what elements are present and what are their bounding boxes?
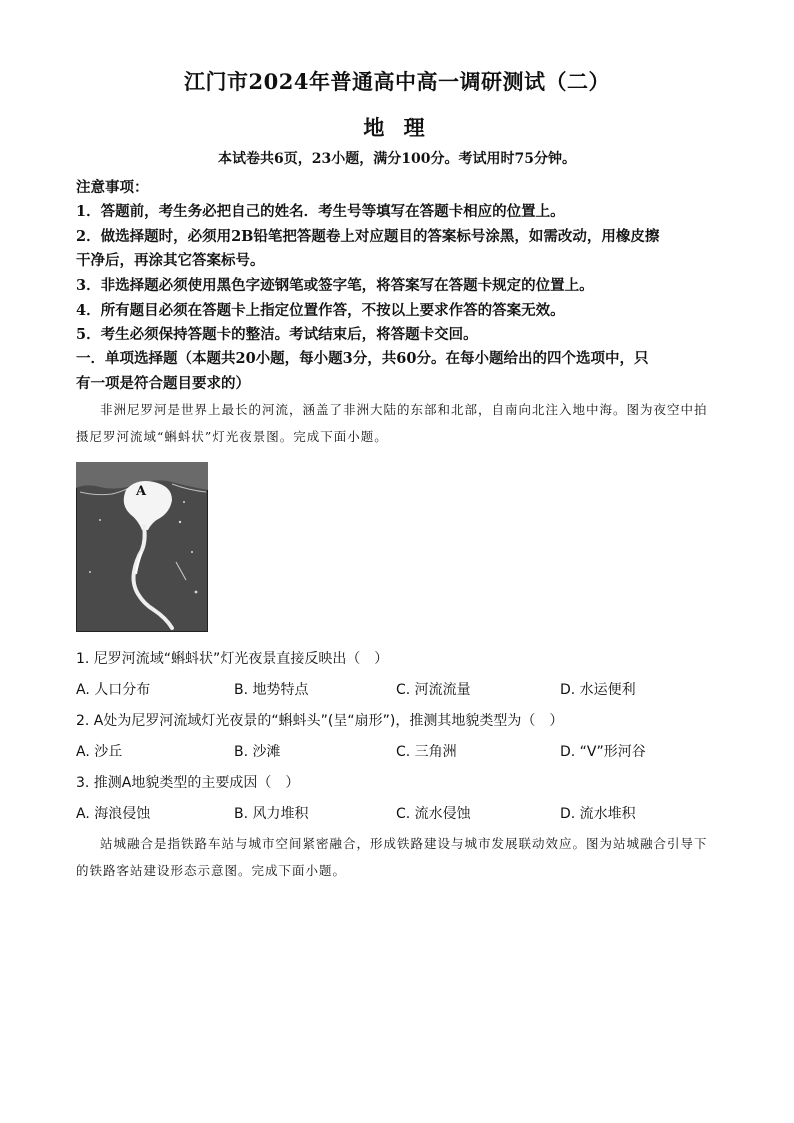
- question-2-options: [76, 741, 716, 763]
- option-a: A. 沙丘: [76, 744, 123, 760]
- question-3-stem: 3. 推测A地貌类型的主要成因（ ）: [76, 775, 300, 791]
- option-c: C. 流水侵蚀: [396, 806, 471, 822]
- option-d: D. 流水堆积: [560, 806, 636, 822]
- note-item: 干净后，再涂其它答案标号。: [76, 252, 265, 269]
- question-3-options: [76, 803, 716, 825]
- exam-title: 江门市2024年普通高中高一调研测试（二）: [184, 69, 610, 94]
- option-b: B. 沙滩: [234, 744, 281, 760]
- option-b: B. 地势特点: [234, 682, 309, 698]
- nile-night-lights-image: [76, 462, 208, 632]
- section-heading-cont: 有一项是符合题目要求的）: [76, 375, 250, 392]
- note-item: 4．所有题目必须在答题卡上指定位置作答，不按以上要求作答的答案无效。: [76, 302, 565, 319]
- option-c: C. 三角洲: [396, 744, 457, 760]
- question-1-options: [76, 679, 716, 701]
- passage-nile: 非洲尼罗河是世界上最长的河流，涵盖了非洲大陆的东部和北部，自南向北注入地中海。图为夜空中拍摄尼罗河流域“蝌蚪状”灯光夜景图。完成下面小题。: [76, 402, 708, 444]
- notes-heading: 注意事项：: [76, 179, 149, 196]
- section-heading: 一．单项选择题（本题共20小题，每小题3分，共60分。在每小题给出的四个选项中，只: [76, 350, 649, 367]
- option-d: D. 水运便利: [560, 682, 636, 698]
- option-a: A. 人口分布: [76, 682, 151, 698]
- question-2-stem: 2. A处为尼罗河流域灯光夜景的“蝌蚪头”(呈“扇形”)，推测其地貌类型为（ ）: [76, 713, 564, 729]
- exam-info: 本试卷共6页，23小题，满分100分。考试用时75分钟。: [218, 151, 576, 167]
- subject-title: 地 理: [363, 115, 431, 140]
- question-1-stem: 1. 尼罗河流域“蝌蚪状”灯光夜景直接反映出（ ）: [76, 651, 389, 667]
- note-item: 2．做选择题时，必须用2B铅笔把答题卷上对应题目的答案标号涂黑，如需改动，用橡皮擦: [76, 228, 660, 245]
- option-a: A. 海浪侵蚀: [76, 806, 151, 822]
- note-item: 5．考生必须保持答题卡的整洁。考试结束后，将答题卡交回。: [76, 326, 478, 343]
- option-d: D. “V”形河谷: [560, 744, 646, 760]
- note-item: 3．非选择题必须使用黑色字迹钢笔或签字笔，将答案写在答题卡规定的位置上。: [76, 277, 594, 294]
- passage-station-city: 站城融合是指铁路车站与城市空间紧密融合，形成铁路建设与城市发展联动效应。图为站城融合引导下的铁路客站建设形态示意图。完成下面小题。: [76, 836, 708, 878]
- note-item: 1．答题前，考生务必把自己的姓名．考生号等填写在答题卡相应的位置上。: [76, 203, 565, 220]
- figure-label-a: A: [136, 484, 147, 499]
- option-b: B. 风力堆积: [234, 806, 309, 822]
- option-c: C. 河流流量: [396, 682, 471, 698]
